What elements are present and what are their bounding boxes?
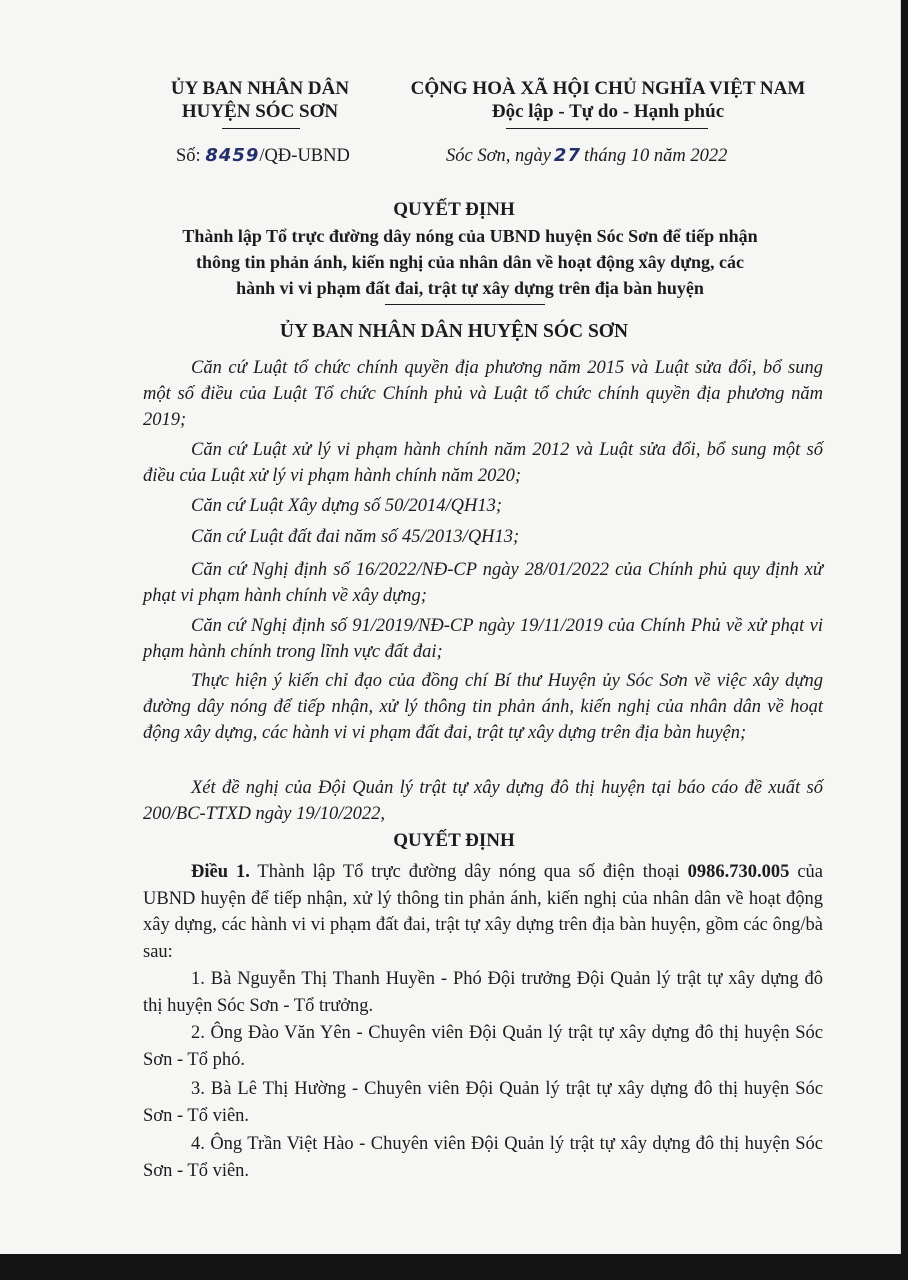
agency-name-line2: HUYỆN SÓC SƠN — [181, 101, 339, 122]
preamble-clause-1: Căn cứ Luật tổ chức chính quyền địa phương năm 2015 và Luật sửa đổi, bổ sung một số điều của Luật Tổ chức Chính phủ và Luật tổ chức chính quyền địa phương năm 2019; — [143, 358, 823, 430]
article-1-text-a: Thành lập Tổ trực đường dây nóng qua số điện thoại — [249, 862, 688, 882]
subject-underline — [385, 304, 545, 305]
decision-heading: QUYẾT ĐỊNH — [393, 830, 515, 851]
preamble-clause-4: Căn cứ Luật đất đai năm số 45/2013/QH13; — [191, 527, 520, 547]
article-1 — [143, 859, 823, 965]
article-1-text-b: của UBND huyện để tiếp nhận, xử lý thông tin phản ánh, kiến nghị của nhân dân về hoạt động xây dựng, các hành vi vi phạm đất đai, trật tự xây dựng trên địa bàn huyện, gồm các ông/bà sau: — [143, 862, 823, 962]
member-4: 4. Ông Trần Việt Hào - Chuyên viên Đội Quản lý trật tự xây dựng đô thị huyện Sóc Sơn - Tổ viên. — [143, 1134, 823, 1181]
preamble-clause-5: Căn cứ Nghị định số 16/2022/NĐ-CP ngày 28/01/2022 của Chính phủ quy định xử phạt vi phạm hành chính về xây dựng; — [143, 560, 823, 606]
date-suffix: tháng 10 năm 2022 — [583, 146, 728, 166]
member-3: 3. Bà Lê Thị Hường - Chuyên viên Đội Quản lý trật tự xây dựng đô thị huyện Sóc Sơn - Tổ viên. — [143, 1079, 823, 1126]
issuing-authority: ỦY BAN NHÂN DÂN HUYỆN SÓC SƠN — [279, 321, 629, 342]
handwritten-number: 8459 — [205, 145, 260, 166]
preamble-clause-3: Căn cứ Luật Xây dựng số 50/2014/QH13; — [191, 496, 503, 516]
subject-line-3: hành vi vi phạm đất đai, trật tự xây dựng trên địa bàn huyện — [236, 278, 704, 298]
preamble-clause-6: Căn cứ Nghị định số 91/2019/NĐ-CP ngày 19/11/2019 của Chính Phủ về xử phạt vi phạm hành chính trong lĩnh vực đất đai; — [143, 616, 823, 662]
nation-motto: Độc lập - Tự do - Hạnh phúc — [491, 101, 725, 122]
document-type-heading: QUYẾT ĐỊNH — [393, 199, 515, 220]
number-prefix: Số: — [176, 146, 201, 166]
agency-name-line1: ỦY BAN NHÂN DÂN — [170, 78, 350, 99]
member-2: 2. Ông Đào Văn Yên - Chuyên viên Đội Quản lý trật tự xây dựng đô thị huyện Sóc Sơn - Tổ phó. — [143, 1023, 823, 1070]
subject-line-2: thông tin phản ánh, kiến nghị của nhân dân về hoạt động xây dựng, các — [196, 252, 744, 272]
preamble-clause-2: Căn cứ Luật xử lý vi phạm hành chính năm 2012 và Luật sửa đổi, bổ sung một số điều của Luật xử lý vi phạm hành chính năm 2020; — [143, 440, 823, 486]
number-suffix: /QĐ-UBND — [259, 146, 350, 166]
date-prefix: Sóc Sơn, ngày — [446, 146, 551, 166]
motto-underline — [506, 128, 708, 129]
issue-date — [446, 145, 727, 167]
subject-line-1: Thành lập Tổ trực đường dây nóng của UBND huyện Sóc Sơn để tiếp nhận — [182, 226, 758, 246]
handwritten-day: 27 — [553, 145, 581, 166]
article-1-label: Điều 1. — [191, 862, 250, 882]
nation-name: CỘNG HOÀ XÃ HỘI CHỦ NGHĨA VIỆT NAM — [410, 78, 806, 99]
preamble-clause-7: Thực hiện ý kiến chỉ đạo của đồng chí Bí thư Huyện ủy Sóc Sơn về việc xây dựng đường dây nóng để tiếp nhận, xử lý thông tin phản ánh, kiến nghị của nhân dân về hoạt động xây dựng, các hành vi vi phạm đất đai, trật tự xây dựng trên địa bàn huyện; — [143, 671, 823, 743]
hotline-phone: 0986.730.005 — [687, 862, 790, 882]
member-1: 1. Bà Nguyễn Thị Thanh Huyền - Phó Đội trưởng Đội Quản lý trật tự xây dựng đô thị huyện Sóc Sơn - Tổ trưởng. — [143, 969, 823, 1016]
agency-underline — [222, 128, 300, 129]
document-number — [176, 145, 350, 167]
preamble-clause-8: Xét đề nghị của Đội Quản lý trật tự xây dựng đô thị huyện tại báo cáo đề xuất số 200/BC-TTXD ngày 19/10/2022, — [143, 778, 823, 824]
